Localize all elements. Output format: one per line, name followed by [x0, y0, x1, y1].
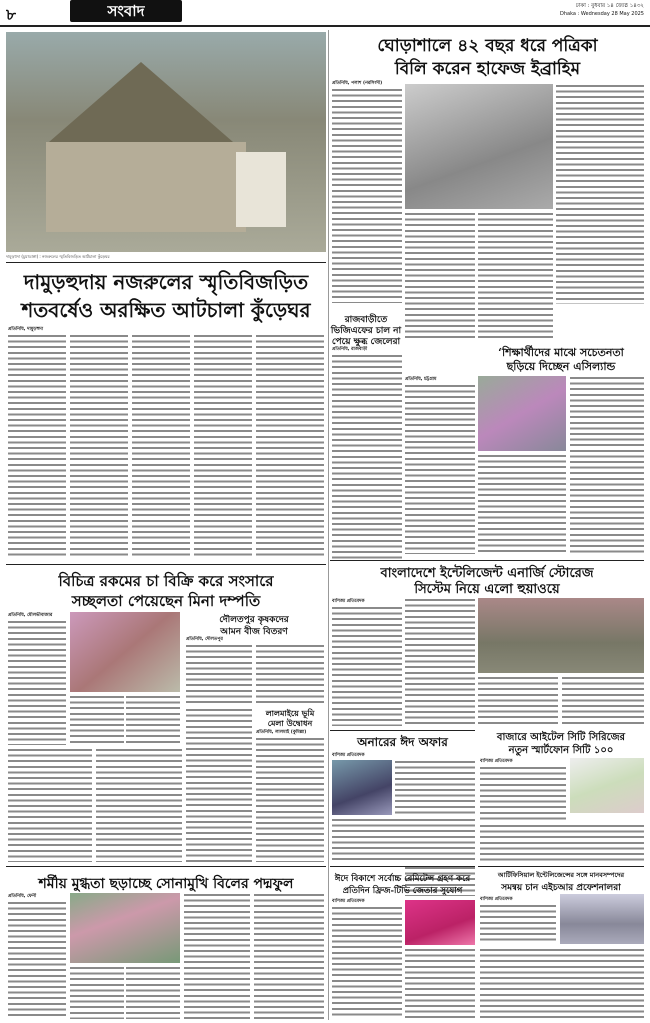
- headline: পেয়ে ক্ষুব্ধ জেলেরা: [331, 337, 401, 347]
- headline: নতুন স্মার্টফোন সিটি ১০০: [508, 745, 614, 756]
- article-body: [254, 893, 324, 1019]
- article-body: [8, 748, 92, 862]
- byline: প্রতিনিধি, মৌলভীবাজার: [8, 613, 53, 618]
- headline: শর্মীয় মুগ্ধতা ছড়াচ্ছে সোনামুখি বিলের পদ্মফুল: [38, 876, 294, 892]
- byline: বাণিজ্য প্রতিবেদক: [332, 599, 365, 604]
- hut-roof: [26, 62, 256, 142]
- article-photo: [560, 894, 644, 944]
- headline: আর্টিফিসিয়াল ইন্টেলিজেন্সের সঙ্গে মানবসম্পদের: [497, 871, 625, 879]
- article-body: [395, 760, 475, 815]
- article-body: [480, 766, 566, 821]
- headline: প্রতিদিন ফ্রিজ-টিভি জেতার সুযোগ: [342, 886, 463, 896]
- masthead-logo: [70, 0, 182, 22]
- article-photo: [70, 893, 180, 963]
- article-body: [96, 748, 182, 862]
- article-body: [8, 901, 66, 1019]
- byline: প্রতিনিধি, দৌলতপুর: [186, 637, 223, 642]
- article-photo: [6, 32, 326, 252]
- section-rule: [478, 866, 644, 867]
- section-rule: [6, 866, 326, 867]
- article-body: [126, 695, 180, 745]
- article-body: [194, 334, 252, 556]
- article-photo: [570, 758, 644, 813]
- article-body: [70, 695, 124, 745]
- headline: লালমাইয়ে ভূমি: [265, 708, 315, 718]
- article-body: [480, 904, 556, 944]
- article-body: [186, 708, 252, 862]
- logo-text: সংবাদ: [107, 2, 145, 20]
- headline: ভিজিএফের চাল না: [330, 326, 402, 336]
- article-body: [70, 334, 128, 556]
- article-body: [562, 676, 644, 726]
- article-body: [256, 737, 324, 862]
- article-body: [556, 84, 644, 304]
- article-body: [126, 966, 180, 1019]
- article-body: [480, 948, 644, 1018]
- headline: ঘোড়াশালে ৪২ বছর ধরে পত্রিকা: [377, 36, 598, 56]
- article-body: [256, 334, 324, 556]
- article-body: [332, 606, 402, 726]
- article-body: [8, 620, 66, 745]
- byline: বাণিজ্য প্রতিবেদক: [332, 753, 365, 758]
- column-divider: [328, 30, 329, 1020]
- article-body: [256, 644, 324, 704]
- byline: প্রতিনিধি, রাজবাড়ী: [332, 347, 368, 352]
- article-body: [332, 354, 402, 559]
- article-body: [332, 818, 475, 862]
- headline: অনারের ঈদ অফার: [357, 735, 448, 749]
- byline: প্রতিনিধি, চট্টগ্রাম: [405, 377, 437, 382]
- byline: বাণিজ্য প্রতিবেদক: [480, 759, 513, 764]
- byline: প্রতিনিধি, পলাশ (নরসিংদী): [332, 81, 383, 86]
- article-photo: [478, 598, 644, 673]
- article-body: [480, 824, 644, 862]
- headline: সচ্ছলতা পেয়েছেন মিনা দম্পতি: [71, 592, 261, 610]
- article-body: [405, 212, 475, 342]
- article-body: [332, 88, 402, 303]
- byline: প্রতিনিধি, দামুড়হুদা: [8, 327, 44, 332]
- article-body: [8, 334, 66, 556]
- headline: দৌলতপুর কৃষকদের: [219, 615, 289, 625]
- headline: বাংলাদেশে ইন্টেলিজেন্ট এনার্জি স্টোরেজ: [380, 566, 594, 581]
- article-body: [184, 893, 250, 1019]
- photo-caption: দামুড়হুদা (চুয়াডাঙ্গা) : নজরুলের স্মৃতিবিজড়িত আটচালা কুঁড়েঘর: [6, 254, 110, 259]
- section-rule: [330, 730, 475, 731]
- article-body: [478, 676, 558, 726]
- article-photo: [478, 376, 566, 451]
- headline: সিস্টেম নিয়ে এলো হুয়াওয়ে: [414, 582, 560, 597]
- article-body: [478, 212, 553, 342]
- headline: ‘শিক্ষার্থীদের মাঝে সচেতনতা: [498, 346, 624, 359]
- headline: দামুড়হুদায় নজরুলের স্মৃতিবিজড়িত: [23, 270, 309, 294]
- article-body: [478, 454, 566, 554]
- poster: [236, 152, 286, 227]
- masthead-rule: [0, 25, 650, 27]
- byline: বাণিজ্য প্রতিবেদক: [480, 897, 513, 902]
- headline: ঈদে বিকাশে সর্বোচ্চ রেমিটেন্স গ্রহণ করে: [334, 874, 471, 884]
- section-rule: [330, 866, 475, 867]
- headline: বাজারে আইটেল সিটি সিরিজের: [496, 732, 626, 743]
- headline: মেলা উদ্বোধন: [267, 718, 313, 728]
- headline: আমন বীজ বিতরণ: [220, 627, 288, 637]
- byline: প্রতিনিধি, ফেনী: [8, 894, 37, 899]
- article-body: [186, 644, 252, 704]
- article-photo: [332, 760, 392, 815]
- section-rule: [6, 564, 326, 565]
- article-body: [70, 966, 124, 1019]
- masthead: [0, 0, 650, 24]
- article-body: [570, 376, 644, 554]
- byline: বাণিজ্য প্রতিবেদক: [332, 899, 365, 904]
- article-photo: [405, 900, 475, 945]
- headline: ছড়িয়ে দিচ্ছেন এসিল্যান্ড: [506, 360, 616, 373]
- section-rule: [330, 560, 644, 561]
- section-rule: [6, 262, 326, 263]
- headline: বিচিত্র রকমের চা বিক্রি করে সংসারে: [58, 572, 274, 590]
- article-body: [405, 948, 475, 1019]
- article-body: [332, 906, 402, 1019]
- issue-date-en: Dhaka : Wednesday 28 May 2025: [560, 11, 644, 17]
- issue-date-bn: ঢাকা : বুধবার ১৪ জ্যৈষ্ঠ ১৪৩২: [575, 3, 644, 9]
- byline: প্রতিনিধি, লালমাই (কুমিল্লা): [256, 730, 307, 735]
- headline: শতবর্ষেও অরক্ষিত আটচালা কুঁড়েঘর: [21, 298, 311, 322]
- headline: বিলি করেন হাফেজ ইব্রাহিম: [394, 59, 581, 79]
- page-number: ৮: [6, 5, 17, 24]
- article-body: [132, 334, 190, 556]
- article-photo: [405, 84, 553, 209]
- headline: রাজবাড়ীতে: [344, 315, 388, 325]
- article-body: [405, 384, 475, 554]
- article-photo: [70, 612, 180, 692]
- hut-wall: [46, 142, 246, 232]
- headline: সমন্বয় চান এইচআর প্রফেশনালরা: [501, 883, 621, 893]
- article-body: [405, 598, 475, 726]
